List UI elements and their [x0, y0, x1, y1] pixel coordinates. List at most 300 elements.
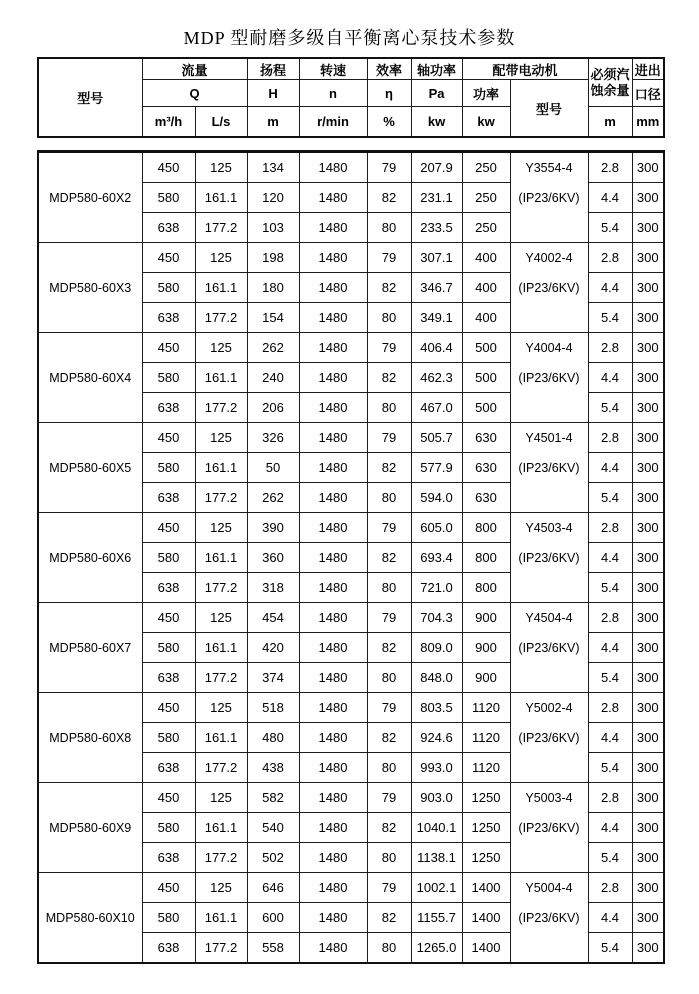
symbol-q: Q [142, 80, 247, 107]
motor-model-line: Y3554-4 [525, 161, 573, 175]
flow-m3h-cell: 580 [142, 723, 195, 753]
table-row [38, 333, 664, 363]
shaft-power-cell: 462.3 [411, 363, 462, 393]
flow-ls-cell: 161.1 [195, 903, 247, 933]
speed-cell: 1480 [299, 903, 367, 933]
efficiency-cell: 80 [367, 933, 411, 964]
col-header-motor-power: 功率 [462, 80, 510, 107]
motor-model-cell [510, 423, 588, 513]
diameter-cell: 300 [632, 183, 664, 213]
flow-ls-cell: 125 [195, 693, 247, 723]
head-cell: 374 [247, 663, 299, 693]
motor-power-cell: 250 [462, 183, 510, 213]
diameter-cell: 300 [632, 363, 664, 393]
flow-ls-cell: 125 [195, 603, 247, 633]
flow-m3h-cell: 450 [142, 783, 195, 813]
motor-power-cell: 630 [462, 423, 510, 453]
flow-ls-cell: 177.2 [195, 573, 247, 603]
npsh-cell: 2.8 [588, 243, 632, 273]
flow-m3h-cell: 450 [142, 423, 195, 453]
motor-model-cell [510, 243, 588, 333]
shaft-power-cell: 704.3 [411, 603, 462, 633]
flow-ls-cell: 161.1 [195, 723, 247, 753]
motor-power-cell: 500 [462, 393, 510, 423]
shaft-power-cell: 924.6 [411, 723, 462, 753]
npsh-cell: 4.4 [588, 903, 632, 933]
col-header-shaft-power: 轴功率 [411, 58, 462, 80]
motor-model-cell [510, 693, 588, 783]
motor-protection-line: (IP23/6KV) [518, 731, 580, 745]
efficiency-cell: 79 [367, 603, 411, 633]
flow-m3h-cell: 638 [142, 393, 195, 423]
shaft-power-cell: 349.1 [411, 303, 462, 333]
npsh-cell: 2.8 [588, 603, 632, 633]
head-cell: 120 [247, 183, 299, 213]
flow-m3h-cell: 580 [142, 363, 195, 393]
diameter-cell: 300 [632, 723, 664, 753]
flow-ls-cell: 161.1 [195, 183, 247, 213]
diameter-cell: 300 [632, 933, 664, 964]
efficiency-cell: 79 [367, 693, 411, 723]
efficiency-cell: 82 [367, 903, 411, 933]
motor-power-cell: 500 [462, 333, 510, 363]
flow-ls-cell: 161.1 [195, 363, 247, 393]
diameter-cell: 300 [632, 813, 664, 843]
flow-ls-cell: 177.2 [195, 753, 247, 783]
head-cell: 390 [247, 513, 299, 543]
diameter-cell: 300 [632, 513, 664, 543]
head-cell: 262 [247, 483, 299, 513]
efficiency-cell: 79 [367, 152, 411, 183]
col-header-speed: 转速 [299, 58, 367, 80]
speed-cell: 1480 [299, 543, 367, 573]
speed-cell: 1480 [299, 843, 367, 873]
shaft-power-cell: 406.4 [411, 333, 462, 363]
motor-model-line: Y5004-4 [525, 881, 573, 895]
symbol-eta: η [367, 80, 411, 107]
unit-npsh-m: m [588, 107, 632, 138]
motor-power-cell: 250 [462, 152, 510, 183]
npsh-cell: 2.8 [588, 873, 632, 903]
motor-power-cell: 800 [462, 543, 510, 573]
col-header-motor: 配带电动机 [462, 58, 588, 80]
col-header-pump-model: 型号 [38, 58, 142, 137]
unit-mm: mm [632, 107, 664, 138]
motor-model-cell [510, 873, 588, 964]
motor-protection-line: (IP23/6KV) [518, 641, 580, 655]
efficiency-cell: 79 [367, 423, 411, 453]
flow-ls-cell: 125 [195, 152, 247, 183]
flow-m3h-cell: 638 [142, 213, 195, 243]
efficiency-cell: 82 [367, 273, 411, 303]
flow-m3h-cell: 450 [142, 873, 195, 903]
diameter-cell: 300 [632, 573, 664, 603]
npsh-cell: 5.4 [588, 933, 632, 964]
efficiency-cell: 82 [367, 363, 411, 393]
motor-protection-line: (IP23/6KV) [518, 461, 580, 475]
efficiency-cell: 82 [367, 633, 411, 663]
npsh-cell: 2.8 [588, 693, 632, 723]
shaft-power-cell: 346.7 [411, 273, 462, 303]
head-cell: 134 [247, 152, 299, 183]
shaft-power-cell: 848.0 [411, 663, 462, 693]
page-title: MDP 型耐磨多级自平衡离心泵技术参数 [183, 28, 516, 48]
flow-m3h-cell: 638 [142, 843, 195, 873]
head-cell: 262 [247, 333, 299, 363]
head-cell: 438 [247, 753, 299, 783]
diameter-cell: 300 [632, 453, 664, 483]
efficiency-cell: 80 [367, 663, 411, 693]
motor-power-cell: 1400 [462, 933, 510, 964]
col-header-head: 扬程 [247, 58, 299, 80]
npsh-cell: 5.4 [588, 753, 632, 783]
flow-ls-cell: 177.2 [195, 843, 247, 873]
motor-model-cell [510, 783, 588, 873]
head-cell: 240 [247, 363, 299, 393]
diameter-cell: 300 [632, 273, 664, 303]
speed-cell: 1480 [299, 723, 367, 753]
shaft-power-cell: 1040.1 [411, 813, 462, 843]
diameter-cell: 300 [632, 393, 664, 423]
head-cell: 50 [247, 453, 299, 483]
motor-power-cell: 500 [462, 363, 510, 393]
diameter-cell: 300 [632, 783, 664, 813]
head-cell: 558 [247, 933, 299, 964]
pump-model-cell: MDP580-60X6 [38, 513, 142, 603]
diameter-cell: 300 [632, 543, 664, 573]
motor-power-cell: 400 [462, 243, 510, 273]
motor-power-cell: 400 [462, 273, 510, 303]
speed-cell: 1480 [299, 183, 367, 213]
npsh-cell: 5.4 [588, 303, 632, 333]
efficiency-cell: 80 [367, 573, 411, 603]
shaft-power-cell: 233.5 [411, 213, 462, 243]
unit-ls: L/s [195, 107, 247, 138]
diameter-cell: 300 [632, 423, 664, 453]
diameter-cell: 300 [632, 873, 664, 903]
flow-ls-cell: 125 [195, 783, 247, 813]
npsh-cell: 2.8 [588, 423, 632, 453]
efficiency-cell: 79 [367, 333, 411, 363]
npsh-cell: 4.4 [588, 363, 632, 393]
shaft-power-cell: 1138.1 [411, 843, 462, 873]
motor-power-cell: 1400 [462, 873, 510, 903]
motor-power-cell: 1250 [462, 813, 510, 843]
flow-m3h-cell: 580 [142, 453, 195, 483]
shaft-power-cell: 693.4 [411, 543, 462, 573]
flow-m3h-cell: 580 [142, 633, 195, 663]
shaft-power-cell: 207.9 [411, 152, 462, 183]
shaft-power-cell: 809.0 [411, 633, 462, 663]
flow-ls-cell: 177.2 [195, 213, 247, 243]
table-row [38, 693, 664, 723]
efficiency-cell: 82 [367, 453, 411, 483]
flow-ls-cell: 161.1 [195, 813, 247, 843]
head-cell: 540 [247, 813, 299, 843]
unit-kw-shaft: kw [411, 107, 462, 138]
flow-ls-cell: 177.2 [195, 483, 247, 513]
npsh-cell: 4.4 [588, 633, 632, 663]
flow-m3h-cell: 580 [142, 543, 195, 573]
pump-model-cell: MDP580-60X7 [38, 603, 142, 693]
pump-model-cell: MDP580-60X5 [38, 423, 142, 513]
table-row [38, 423, 664, 453]
efficiency-cell: 79 [367, 513, 411, 543]
symbol-pa: Pa [411, 80, 462, 107]
head-cell: 154 [247, 303, 299, 333]
col-header-npsh [588, 58, 632, 107]
motor-power-cell: 1120 [462, 723, 510, 753]
speed-cell: 1480 [299, 152, 367, 183]
flow-ls-cell: 125 [195, 513, 247, 543]
motor-model-line: Y4501-4 [525, 431, 573, 445]
efficiency-cell: 80 [367, 753, 411, 783]
motor-power-cell: 1120 [462, 693, 510, 723]
speed-cell: 1480 [299, 423, 367, 453]
npsh-cell: 5.4 [588, 213, 632, 243]
table-row [38, 243, 664, 273]
flow-m3h-cell: 638 [142, 933, 195, 964]
motor-power-cell: 1400 [462, 903, 510, 933]
npsh-cell: 5.4 [588, 663, 632, 693]
unit-rmin: r/min [299, 107, 367, 138]
header-row-1 [38, 58, 664, 80]
npsh-cell: 4.4 [588, 543, 632, 573]
table-row [38, 603, 664, 633]
speed-cell: 1480 [299, 273, 367, 303]
efficiency-cell: 82 [367, 813, 411, 843]
flow-ls-cell: 125 [195, 873, 247, 903]
unit-kw-motor: kw [462, 107, 510, 138]
motor-power-cell: 800 [462, 513, 510, 543]
efficiency-cell: 82 [367, 723, 411, 753]
speed-cell: 1480 [299, 213, 367, 243]
efficiency-cell: 79 [367, 243, 411, 273]
motor-model-line: Y5002-4 [525, 701, 573, 715]
speed-cell: 1480 [299, 483, 367, 513]
unit-pct: % [367, 107, 411, 138]
pump-model-cell: MDP580-60X9 [38, 783, 142, 873]
shaft-power-cell: 803.5 [411, 693, 462, 723]
speed-cell: 1480 [299, 933, 367, 964]
head-cell: 103 [247, 213, 299, 243]
npsh-label-line1: 必须汽 [590, 66, 630, 82]
pump-model-cell: MDP580-60X4 [38, 333, 142, 423]
flow-m3h-cell: 580 [142, 273, 195, 303]
flow-m3h-cell: 450 [142, 152, 195, 183]
pump-model-cell: MDP580-60X3 [38, 243, 142, 333]
npsh-cell: 4.4 [588, 453, 632, 483]
speed-cell: 1480 [299, 693, 367, 723]
diameter-cell: 300 [632, 693, 664, 723]
head-cell: 646 [247, 873, 299, 903]
shaft-power-cell: 577.9 [411, 453, 462, 483]
speed-cell: 1480 [299, 393, 367, 423]
npsh-cell: 2.8 [588, 152, 632, 183]
shaft-power-cell: 1155.7 [411, 903, 462, 933]
efficiency-cell: 82 [367, 183, 411, 213]
head-cell: 600 [247, 903, 299, 933]
flow-m3h-cell: 580 [142, 183, 195, 213]
col-header-flow: 流量 [142, 58, 247, 80]
npsh-cell: 5.4 [588, 483, 632, 513]
motor-model-cell [510, 152, 588, 243]
head-cell: 454 [247, 603, 299, 633]
speed-cell: 1480 [299, 303, 367, 333]
motor-protection-line: (IP23/6KV) [518, 191, 580, 205]
table-row [38, 513, 664, 543]
flow-ls-cell: 161.1 [195, 273, 247, 303]
flow-ls-cell: 125 [195, 333, 247, 363]
speed-cell: 1480 [299, 633, 367, 663]
efficiency-cell: 80 [367, 213, 411, 243]
col-header-efficiency: 效率 [367, 58, 411, 80]
flow-m3h-cell: 450 [142, 333, 195, 363]
speed-cell: 1480 [299, 783, 367, 813]
efficiency-cell: 79 [367, 873, 411, 903]
motor-power-cell: 250 [462, 213, 510, 243]
flow-m3h-cell: 638 [142, 573, 195, 603]
shaft-power-cell: 903.0 [411, 783, 462, 813]
table-row [38, 783, 664, 813]
flow-ls-cell: 125 [195, 423, 247, 453]
motor-power-cell: 1250 [462, 783, 510, 813]
npsh-cell: 4.4 [588, 183, 632, 213]
flow-m3h-cell: 450 [142, 243, 195, 273]
efficiency-cell: 80 [367, 483, 411, 513]
npsh-label-line2: 蚀余量 [590, 82, 630, 98]
flow-ls-cell: 177.2 [195, 303, 247, 333]
diameter-cell: 300 [632, 633, 664, 663]
diameter-cell: 300 [632, 843, 664, 873]
col-header-inout-line1: 进出 [632, 58, 664, 80]
head-cell: 180 [247, 273, 299, 303]
flow-ls-cell: 161.1 [195, 633, 247, 663]
efficiency-cell: 80 [367, 303, 411, 333]
speed-cell: 1480 [299, 243, 367, 273]
motor-power-cell: 630 [462, 483, 510, 513]
shaft-power-cell: 1002.1 [411, 873, 462, 903]
diameter-cell: 300 [632, 903, 664, 933]
motor-power-cell: 630 [462, 453, 510, 483]
motor-model-line: Y4004-4 [525, 341, 573, 355]
shaft-power-cell: 993.0 [411, 753, 462, 783]
diameter-cell: 300 [632, 213, 664, 243]
motor-protection-line: (IP23/6KV) [518, 821, 580, 835]
flow-m3h-cell: 638 [142, 303, 195, 333]
npsh-cell: 5.4 [588, 573, 632, 603]
head-cell: 480 [247, 723, 299, 753]
diameter-cell: 300 [632, 243, 664, 273]
shaft-power-cell: 605.0 [411, 513, 462, 543]
motor-power-cell: 900 [462, 633, 510, 663]
unit-m3h: m³/h [142, 107, 195, 138]
speed-cell: 1480 [299, 663, 367, 693]
motor-model-line: Y5003-4 [525, 791, 573, 805]
head-cell: 360 [247, 543, 299, 573]
flow-m3h-cell: 638 [142, 663, 195, 693]
speed-cell: 1480 [299, 363, 367, 393]
motor-model-cell [510, 603, 588, 693]
shaft-power-cell: 467.0 [411, 393, 462, 423]
motor-power-cell: 900 [462, 663, 510, 693]
head-cell: 326 [247, 423, 299, 453]
pump-model-cell: MDP580-60X8 [38, 693, 142, 783]
speed-cell: 1480 [299, 333, 367, 363]
motor-model-line: Y4503-4 [525, 521, 573, 535]
npsh-cell: 4.4 [588, 273, 632, 303]
motor-model-cell [510, 333, 588, 423]
efficiency-cell: 82 [367, 543, 411, 573]
shaft-power-cell: 594.0 [411, 483, 462, 513]
speed-cell: 1480 [299, 813, 367, 843]
flow-m3h-cell: 580 [142, 813, 195, 843]
header-table [37, 57, 665, 138]
diameter-cell: 300 [632, 753, 664, 783]
motor-power-cell: 400 [462, 303, 510, 333]
col-header-motor-model: 型号 [510, 80, 588, 138]
motor-model-cell [510, 513, 588, 603]
head-cell: 502 [247, 843, 299, 873]
shaft-power-cell: 1265.0 [411, 933, 462, 964]
head-cell: 582 [247, 783, 299, 813]
speed-cell: 1480 [299, 573, 367, 603]
motor-protection-line: (IP23/6KV) [518, 551, 580, 565]
flow-m3h-cell: 450 [142, 513, 195, 543]
flow-m3h-cell: 580 [142, 903, 195, 933]
col-header-inout-line2: 口径 [632, 80, 664, 107]
speed-cell: 1480 [299, 513, 367, 543]
motor-model-line: Y4504-4 [525, 611, 573, 625]
motor-protection-line: (IP23/6KV) [518, 371, 580, 385]
motor-model-line: Y4002-4 [525, 251, 573, 265]
diameter-cell: 300 [632, 663, 664, 693]
flow-ls-cell: 177.2 [195, 933, 247, 964]
table-row [38, 873, 664, 903]
symbol-h: H [247, 80, 299, 107]
head-cell: 518 [247, 693, 299, 723]
symbol-n: n [299, 80, 367, 107]
npsh-cell: 2.8 [588, 333, 632, 363]
head-cell: 318 [247, 573, 299, 603]
motor-power-cell: 900 [462, 603, 510, 633]
unit-m: m [247, 107, 299, 138]
motor-protection-line: (IP23/6KV) [518, 911, 580, 925]
shaft-power-cell: 231.1 [411, 183, 462, 213]
npsh-cell: 5.4 [588, 843, 632, 873]
motor-power-cell: 1250 [462, 843, 510, 873]
head-cell: 198 [247, 243, 299, 273]
flow-m3h-cell: 638 [142, 753, 195, 783]
shaft-power-cell: 721.0 [411, 573, 462, 603]
diameter-cell: 300 [632, 152, 664, 183]
npsh-cell: 4.4 [588, 723, 632, 753]
flow-m3h-cell: 450 [142, 603, 195, 633]
head-cell: 206 [247, 393, 299, 423]
pump-model-cell: MDP580-60X2 [38, 152, 142, 243]
efficiency-cell: 79 [367, 783, 411, 813]
npsh-cell: 4.4 [588, 813, 632, 843]
data-table [37, 150, 665, 964]
flow-ls-cell: 177.2 [195, 393, 247, 423]
diameter-cell: 300 [632, 333, 664, 363]
flow-ls-cell: 161.1 [195, 453, 247, 483]
diameter-cell: 300 [632, 303, 664, 333]
diameter-cell: 300 [632, 483, 664, 513]
npsh-cell: 2.8 [588, 783, 632, 813]
motor-protection-line: (IP23/6KV) [518, 281, 580, 295]
flow-m3h-cell: 450 [142, 693, 195, 723]
